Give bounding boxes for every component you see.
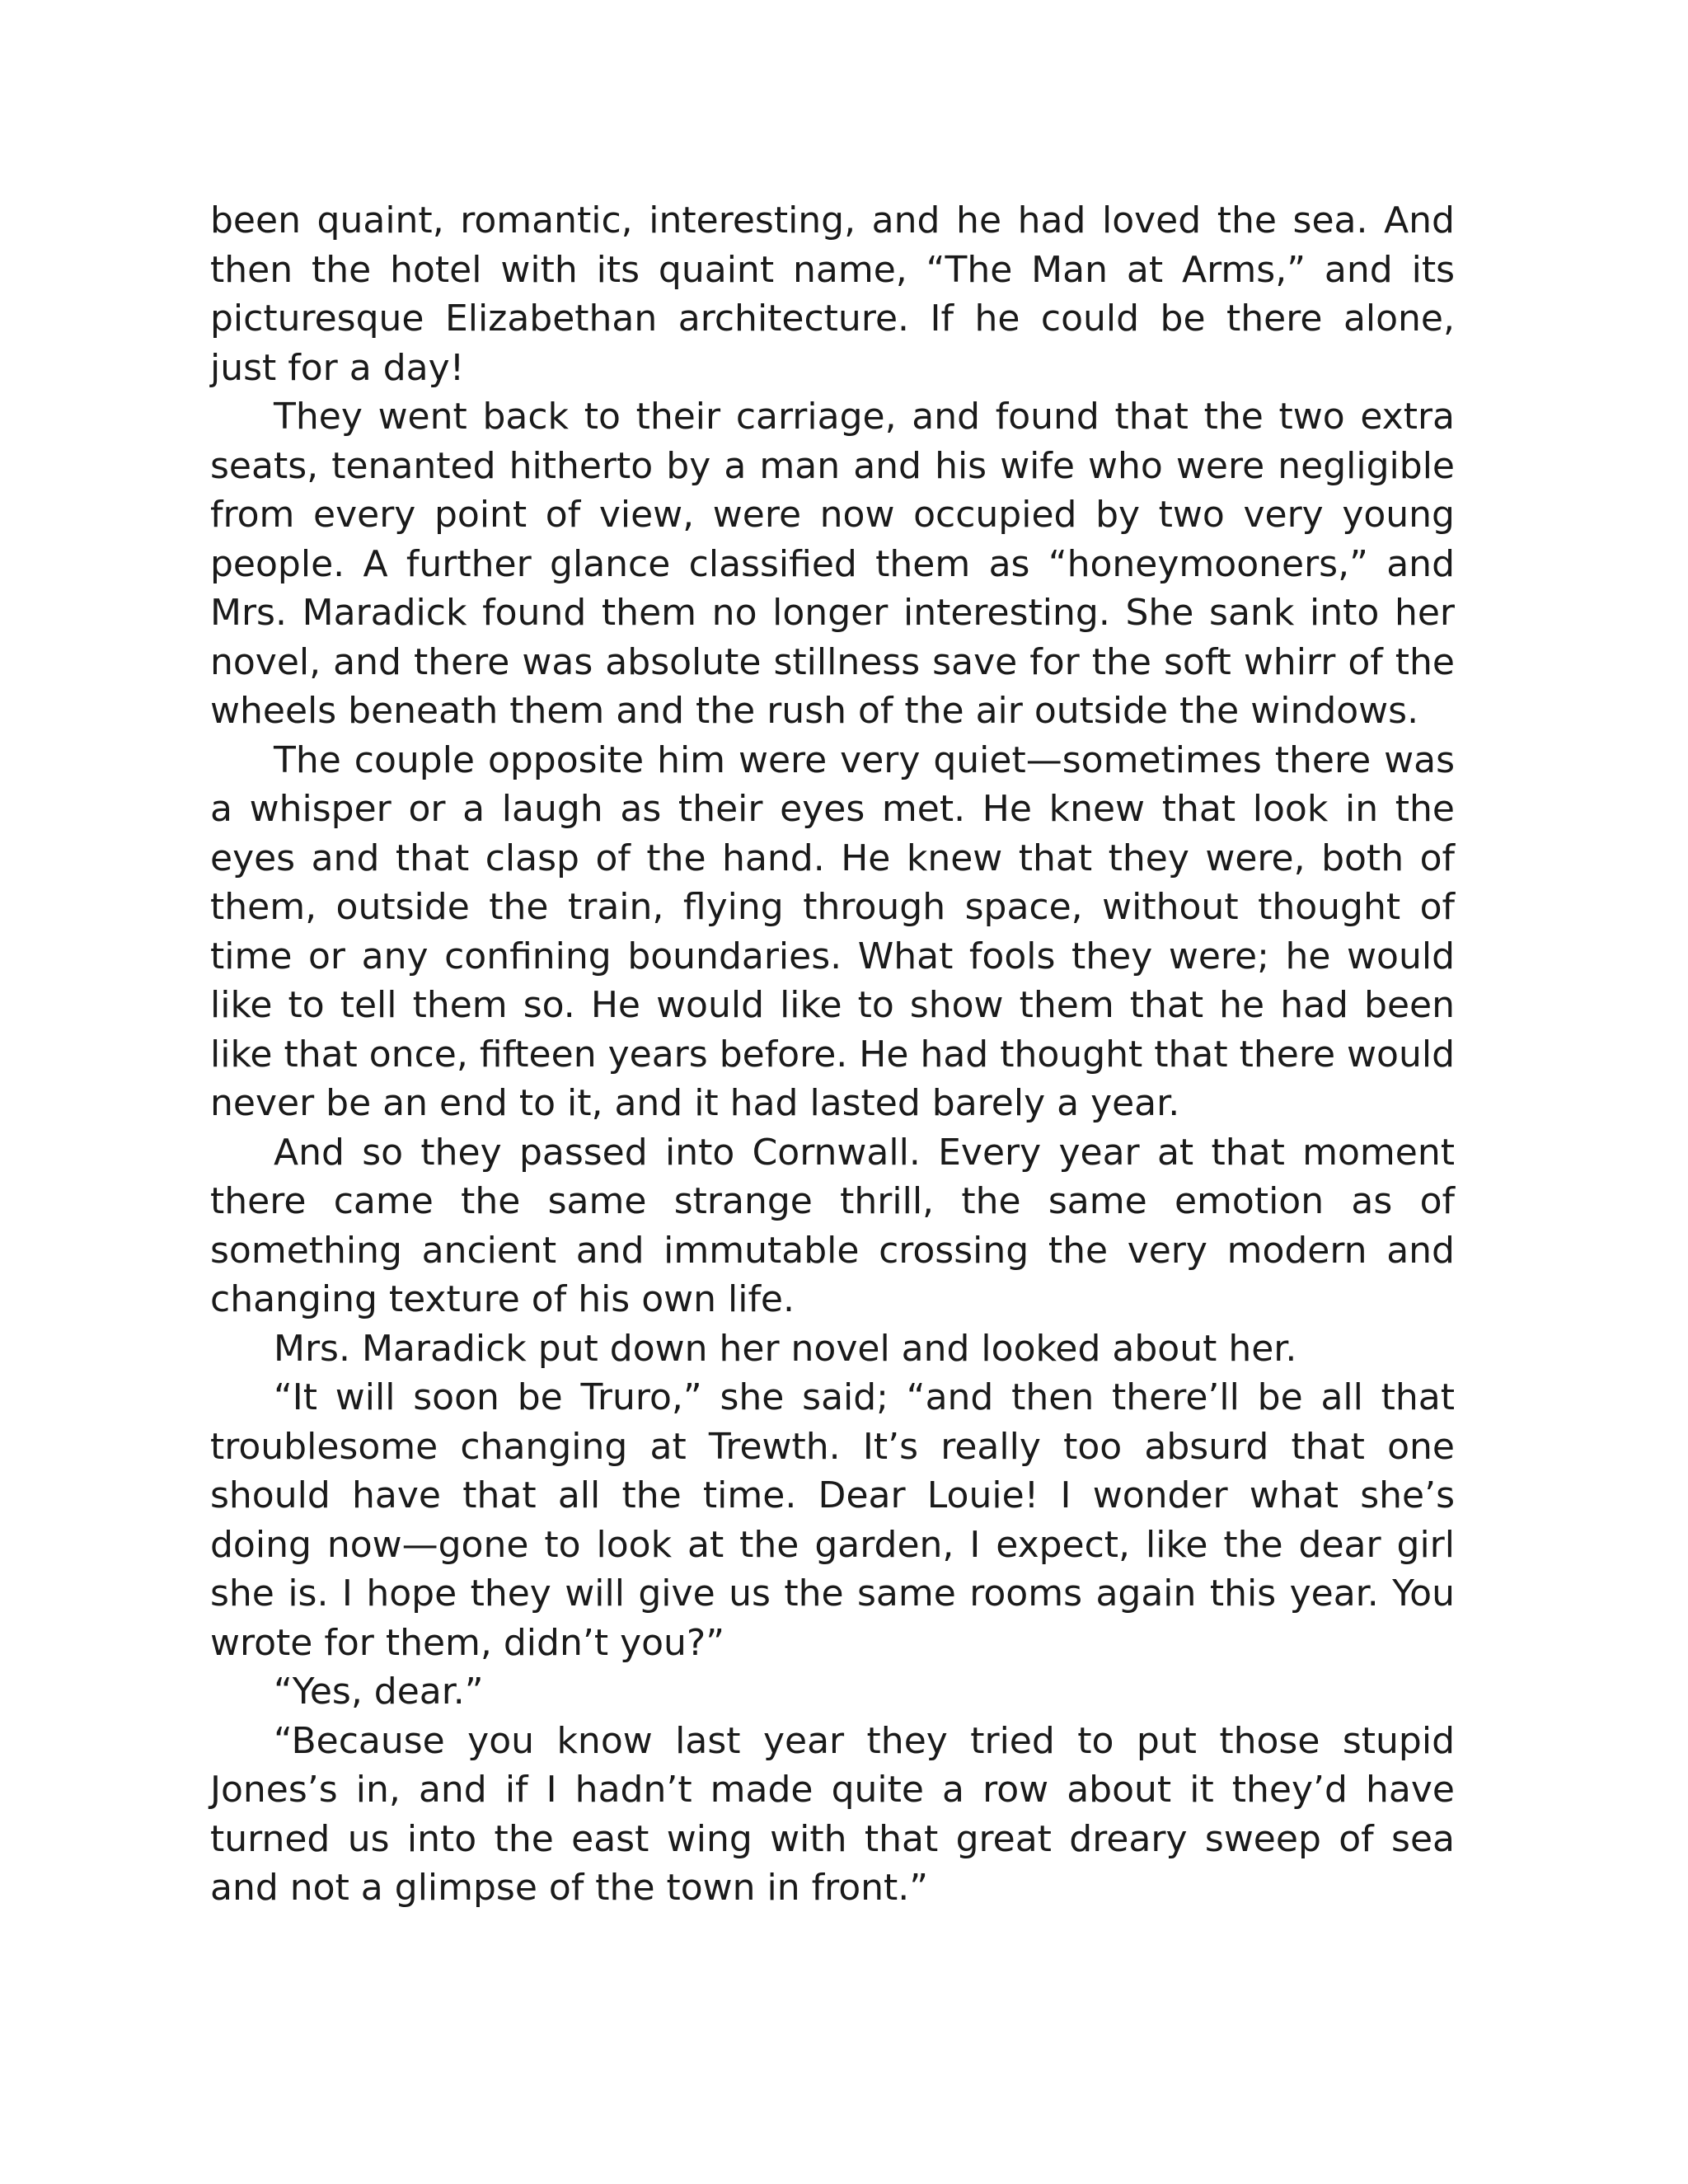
paragraph: “It will soon be Truro,” she said; “and then there’ll be all that troublesome changing at Trewth. It’s really too absurd that one should have that all the time. Dear Louie! I wonder what she’s doing now—gone to look at the garden, I expect, like the dear girl she is. I hope they will give us the same rooms again this year. You wrote for them, didn’t you?”: [210, 1376, 1455, 1664]
paragraph: been quaint, romantic, interesting, and he had loved the sea. And then the hotel with its quaint name, “The Man at Arms,” and its picturesque Elizabethan architecture. If he could be there alone, just for a day!: [210, 199, 1455, 389]
paragraph: “Because you know last year they tried to put those stupid Jones’s in, and if I hadn’t made quite a row about it they’d have turned us into the east wing with that great dreary sweep of sea and not a glimpse of the town in front.”: [210, 1719, 1455, 1909]
paragraph: “Yes, dear.”: [274, 1671, 484, 1713]
paragraph: The couple opposite him were very quiet—sometimes there was a whisper or a laugh as their eyes met. He knew that look in the eyes and that clasp of the hand. He knew that they were, both of them, outside the train, flying through space, without thought of time or any confining boundaries. What fools they were; he would like to tell them so. He would like to show them that he had been like that once, fifteen years before. He had thought that there would never be an end to it, and it had lasted barely a year.: [210, 738, 1455, 1124]
paragraph: Mrs. Maradick put down her novel and looked about her.: [274, 1327, 1297, 1370]
paragraph: They went back to their carriage, and found that the two extra seats, tenanted hitherto by a man and his wife who were negligible from every point of view, were now occupied by two very young people. A further glance classified them as “honeymooners,” and Mrs. Maradick found them no longer interesting. She sank into her novel, and there was absolute stillness save for the soft whirr of the wheels beneath them and the rush of the air outside the windows.: [210, 396, 1455, 732]
page-text: [210, 196, 1455, 1913]
paragraph: And so they passed into Cornwall. Every year at that moment there came the same strange thrill, the same emotion as of something ancient and immutable crossing the very modern and changing texture of his own life.: [210, 1131, 1455, 1320]
